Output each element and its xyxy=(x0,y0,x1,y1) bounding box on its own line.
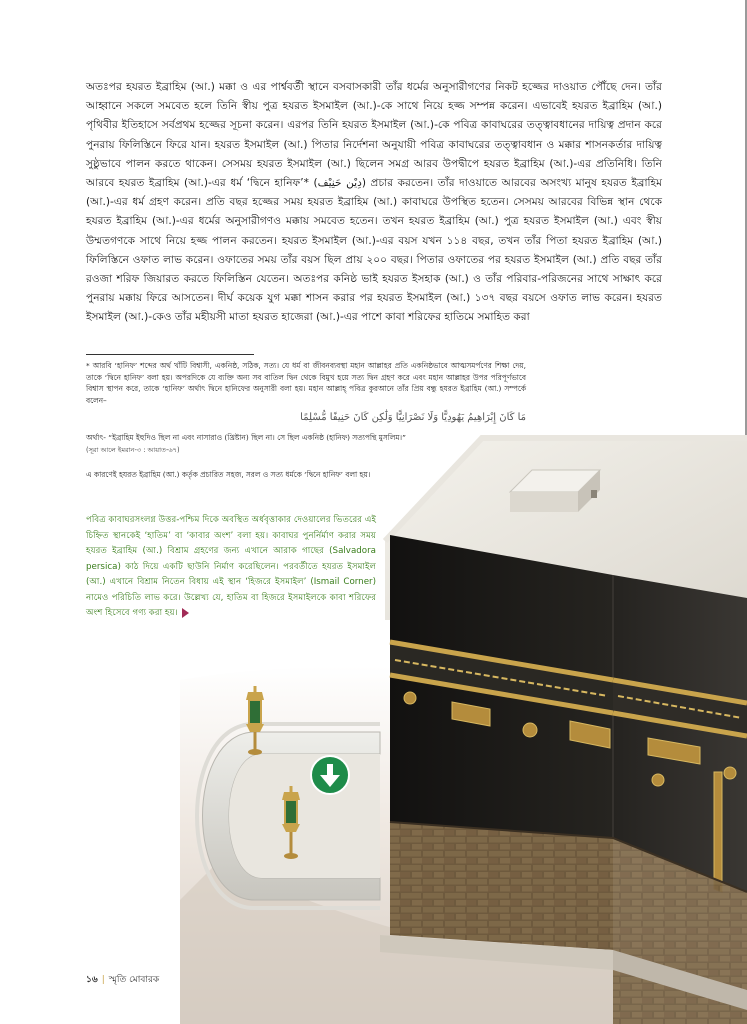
down-arrow-icon xyxy=(311,756,349,794)
footer-separator: | xyxy=(101,975,105,985)
page-footer xyxy=(86,972,159,987)
page-number: ১৬ xyxy=(86,975,98,985)
footnote-definition: * আরবি ‘হানিফ’ শব্দের অর্থ খাঁটি বিশ্বাসী, একনিষ্ঠ, সঠিক, সত্য। যে ধর্ম বা জীবনব্যবস্থা মহান আল্লাহর প্রতি একনিষ্ঠভাবে আত্মসমর্পণের শিক্ষা দেয়, তাকে ‘দ্বিনে হানিফ’ বলা হয়। অপরদিকে যে ব্যক্তি অন্য সব বাতিল দ্বিন থেকে বিমুখ হয়ে সত্য দ্বিন গ্রহণ করে এবং মহান আল্লাহর উপর পরিপূর্ণভাবে বিশ্বাস স্থাপন করে, তাকে ‘হানিফ’ অর্থাৎ দ্বিনে হানিফের অনুসারী বলা হয়। মহান আল্লাহ্‌ পবিত্র কুরআনে তাঁর প্রিয় বন্ধু হযরত ইব্রাহিম (আ.) সম্পর্কে বলেন– xyxy=(86,361,526,405)
footnote-arabic-verse: مَا كَانَ إِبْرَاهِيمُ يَهُودِيًّا وَلَا نَصْرَانِيًّا وَلَٰكِن كَانَ حَنِيفًا مُّسْلِمًا xyxy=(300,412,526,423)
footnote-conclusion: এ কারণেই হযরত ইব্রাহিম (আ.) কর্তৃক প্রচারিত সহজ, সরল ও সত্য ধর্মকে ‘দ্বিনে হানিফ’ বলা হয়। xyxy=(86,469,371,479)
hatim-floor xyxy=(229,754,380,878)
kaaba-illustration xyxy=(180,430,747,1024)
kaaba-base-front xyxy=(390,822,613,950)
footnote-divider xyxy=(86,354,254,355)
footnote-translation: অর্থাৎ- “ইব্রাহিম ইহুদিও ছিল না এবং নাসারাও (খ্রিষ্টান) ছিল না। সে ছিল একনিষ্ঠ (হানিফ) সত্যপন্থি মুসলিম।” xyxy=(86,432,406,442)
footnote-reference: (সূরা আলে ইমরান-৩ : আয়াত-৬৭) xyxy=(86,446,180,454)
main-paragraph: অতঃপর হযরত ইব্রাহিম (আ.) মক্কা ও এর পার্শ্ববর্তী স্থানে বসবাসকারী তাঁর ধর্মের অনুসারীগণের নিকট হজ্জের দাওয়াত পৌঁছে দেন। তাঁর আহ্বানে সকলে সমবেত হলে তিনি স্বীয় পুত্র হযরত ইসমাইল (আ.)-কে সাথে নিয়ে হজ্জ সম্পন্ন করেন। এভাবেই হযরত ইব্রাহিম (আ.) পৃথিবীর ইতিহাসে সর্বপ্রথম হজ্জের সূচনা করেন। এরপর তিনি হযরত ইসমাইল (আ.)-কে পবিত্র কাবাঘরের তত্ত্বাবধানের দায়িত্ব প্রদান করে পুনরায় ফিলিস্তিনে ফিরে যান। হযরত ইসমাইল (আ.) পিতার নির্দেশনা অনুযায়ী পবিত্র কাবাঘরের তত্ত্বাবধান ও মক্কার শাসনকর্তার দায়িত্ব সুষ্ঠুভাবে পালন করতে থাকেন। সেসময় হযরত ইসমাইল (আ.) ছিলেন সমগ্র আরব উপদ্বীপে হযরত ইব্রাহিম (আ.)-এর প্রতিনিধি। তিনি আরবে হযরত ইব্রাহিম (আ.)-এর ধর্ম ‘দ্বিনে হানিফ’* (دِيْن حَنِيْف) প্রচার করতেন। তাঁর দাওয়াতে আরবের অসংখ্য মানুষ হযরত ইব্রাহিম (আ.)-এর ধর্ম গ্রহণ করেন। প্রতি বছর হজ্জের সময় হযরত ইব্রাহিম (আ.) কাবাঘরে উপস্থিত হতেন। সেসময় আরবের বিভিন্ন স্থান থেকে হযরত ইব্রাহিম (আ.)-এর ধর্মের অনুসারীগণও মক্কায় সমবেত হতেন। তখন হযরত ইব্রাহিম (আ.) পুত্র হযরত ইসমাইল (আ.) এবং স্বীয় উম্মতগণকে সাথে নিয়ে হজ্জ পালন করতেন। হযরত ইসমাইল (আ.)-এর বয়স যখন ১১৪ বছর, তখন তাঁর পিতা হযরত ইব্রাহিম (আ.) ফিলিস্তিনে ওফাত লাভ করেন। ওফাতের সময় তাঁর বয়স ছিল প্রায় ২০০ বছর। পিতার ওফাতের পর হযরত ইসমাইল (আ.) প্রতি বছর তাঁর রওজা শরিফ জিয়ারত করতে ফিলিস্তিন যেতেন। অতঃপর কনিষ্ঠ ভাই হযরত ইসহাক (আ.) ও তাঁর পরিবার-পরিজনের সাথে সাক্ষাৎ করে পুনরায় মক্কায় ফিরে আসতেন। দীর্ঘ কয়েক যুগ মক্কা শাসন করার পর হযরত ইসমাইল (আ.) ১৩৭ বছর বয়সে ওফাত লাভ করেন। হযরত ইসমাইল (আ.)-কেও তাঁর মহীয়সী মাতা হযরত হাজেরা (আ.)-এর পাশে কাবা শরিফের হাতিমে সমাহিত করা xyxy=(86,81,662,324)
caption-text: পবিত্র কাবাঘরসংলগ্ন উত্তর-পশ্চিম দিকে অবস্থিত অর্ধবৃত্তাকার দেওয়ালের ভিতরের এই চিহ্নিত স্থানকেই ‘হাতিম’ বা ‘কাবার অংশ’ বলা হয়। কাবাঘর পুনর্নির্মাণ করার সময় হযরত ইব্রাহিম (আ.) বিশ্রাম গ্রহণের জন্য এখানে আরাক গাছের (Salvadora persica) কাঠ দিয়ে একটি ছাউনি নির্মাণ করেছিলেন। পরবর্তীতে হযরত ইসমাইল (আ.) এখানে বিশ্রাম নিতেন বিধায় এই স্থান ‘হিজরে ইসমাইল’ (Ismail Corner) নামেও পরিচিতি লাভ করে। উল্লেখ্য যে, হাতিম বা হিজরে ইসমাইলকে কাবা শরিফের অংশ হিসেবে গণ্য করা হয়। xyxy=(86,515,376,618)
book-title: স্মৃতি মোবারক xyxy=(108,975,160,985)
